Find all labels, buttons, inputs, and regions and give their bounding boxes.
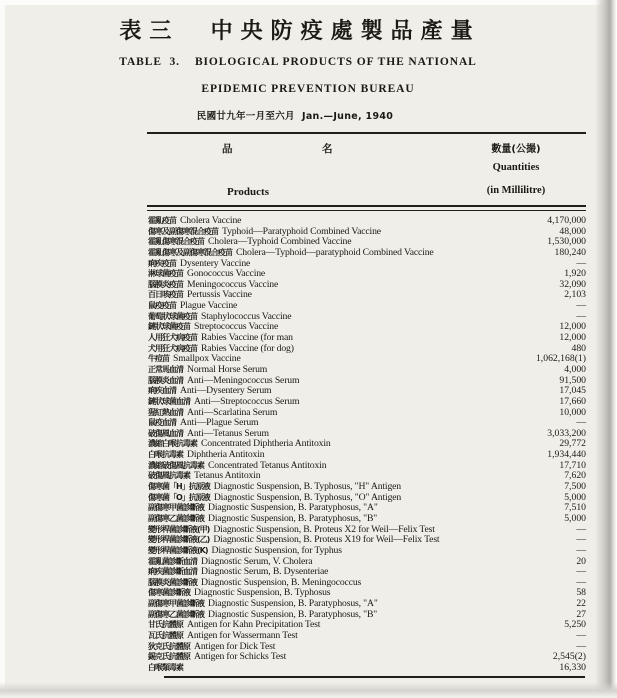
product-name-en: Diagnostic Suspension, for Typhus — [211, 544, 342, 556]
product-name-en: Cholera—Typhoid—paratyphoid Combined Vaccine — [236, 246, 434, 258]
product-name-zh: 甘氏抗體原 — [148, 620, 183, 630]
quantity-value: — — [576, 523, 586, 535]
product-name-en: Diagnostic Suspension, B. Paratyphosus, "B" — [208, 512, 378, 524]
product-name-zh: 正常馬血清 — [148, 364, 183, 374]
product-name-zh: 白喉類毒素 — [148, 662, 183, 672]
product-name-en: Anti—Dysentery Serum — [180, 385, 272, 397]
column-header-name-zh-right: 名 — [322, 143, 333, 155]
product-name-zh: 猩紅熱血清 — [148, 407, 183, 417]
table-row — [148, 546, 586, 557]
product-name-zh: 腦膜炎菌診斷液 — [148, 577, 197, 587]
product-name-zh: 副傷寒乙菌診斷液 — [148, 609, 204, 619]
quantity-value: 5,000 — [564, 491, 586, 503]
product-name-en: Diagnostic Suspension, B. Paratyphosus, "A" — [208, 598, 378, 610]
product-name-en: Dysentery Vaccine — [180, 257, 251, 269]
product-name-zh: 副傷寒甲菌診斷液 — [148, 599, 204, 609]
product-name-zh: 副傷寒甲菌診斷液 — [148, 503, 204, 513]
quantity-value: 7,620 — [564, 470, 586, 482]
product-name-en: Normal Horse Serum — [187, 363, 268, 375]
product-name-zh: 鼠疫血清 — [148, 418, 176, 428]
product-name-zh: 腦膜炎疫苗 — [148, 279, 183, 289]
quantity-value: — — [576, 417, 586, 429]
quantity-value: 1,062,168(1) — [535, 353, 586, 365]
quantity-value: — — [576, 534, 586, 546]
page-title-english-line1: TABLE 3. BIOLOGICAL PRODUCTS OF THE NATIONAL — [119, 56, 477, 68]
product-name-zh: 傷寒菌「O」抗原液 — [148, 492, 210, 502]
product-name-en: Antigen for Wassermann Test — [187, 629, 298, 641]
table-row — [148, 248, 586, 259]
header-double-rule — [147, 205, 586, 211]
quantity-value: — — [576, 640, 586, 652]
quantity-value: 2,103 — [564, 289, 586, 301]
table-row — [148, 514, 586, 525]
product-name-en: Diagnostic Serum, V. Cholera — [201, 555, 313, 567]
product-name-zh: 濃縮白喉抗毒素 — [148, 439, 197, 449]
product-name-zh: 葡萄狀球菌疫苗 — [148, 311, 197, 321]
product-name-en: Diagnostic Suspension, B. Proteus X19 for Weil—Felix Test — [213, 534, 440, 546]
quantity-value: 4,170,000 — [547, 215, 586, 226]
product-name-zh: 副傷寒乙菌診斷液 — [148, 513, 204, 523]
quantity-value: 5,250 — [564, 619, 586, 631]
scan-edge-left — [0, 0, 5, 698]
product-name-en: Diagnostic Suspension, B. Typhosus — [194, 587, 331, 599]
product-name-zh: 人用狂犬病疫苗 — [148, 333, 197, 343]
product-name-en: Rabies Vaccine (for dog) — [201, 342, 294, 354]
product-name-zh: 霍亂傷寒及副傷寒混合疫苗 — [148, 247, 232, 257]
product-name-zh: 狄克氏抗體原 — [148, 641, 190, 651]
quantity-value: — — [576, 257, 586, 269]
product-name-en: Anti—Plague Serum — [180, 417, 259, 429]
product-name-zh: 傷寒及副傷寒混合疫苗 — [148, 226, 218, 236]
product-name-en: Antigen for Dick Test — [194, 640, 276, 652]
quantity-value: 29,772 — [559, 438, 586, 450]
table-row — [148, 652, 586, 663]
quantity-value: 180,240 — [554, 246, 586, 258]
product-name-zh: 錫克氏抗體原 — [148, 652, 190, 662]
bottom-rule — [164, 676, 585, 678]
scan-edge-top — [0, 0, 617, 5]
product-name-en: Anti—Scarlatina Serum — [187, 406, 278, 418]
product-name-en: Anti—Meningococcus Serum — [187, 374, 300, 386]
column-header-quantity-zh: 數量(公撮) — [491, 144, 541, 155]
product-name-zh: 霍亂菌診斷血清 — [148, 556, 197, 566]
product-name-zh: 破傷風抗毒素 — [148, 471, 190, 481]
column-header-unit: (in Millilitre) — [486, 185, 546, 196]
product-name-en: Plague Vaccine — [180, 300, 238, 312]
quantity-value: — — [576, 629, 586, 641]
product-name-en: Streptococcus Vaccine — [194, 321, 279, 333]
table-rows — [148, 216, 586, 674]
product-name-en: Cholera Vaccine — [180, 215, 242, 226]
product-name-zh: 變形桿菌診斷液(甲) — [148, 524, 210, 534]
product-name-zh: 霍亂疫苗 — [148, 216, 176, 225]
quantity-value: — — [576, 544, 586, 556]
product-name-en: Diagnostic Suspension, B. Typhosus, "O" Antigen — [213, 491, 402, 503]
quantity-value: 27 — [576, 608, 586, 620]
product-name-en: Antigen for Schicks Test — [194, 651, 287, 663]
quantity-value: 12,000 — [559, 321, 586, 333]
quantity-value: 7,500 — [564, 481, 586, 493]
table-row — [148, 365, 586, 376]
product-name-zh: 鼠疫疫苗 — [148, 301, 176, 311]
product-name-en: Diagnostic Serum, B. Dysenteriae — [201, 566, 329, 578]
quantity-value: 17,660 — [559, 395, 586, 407]
page-title-english-line2: EPIDEMIC PREVENTION BUREAU — [201, 83, 415, 95]
product-name-en: Diagnostic Suspension, B. Paratyphosus, "B" — [208, 608, 378, 620]
quantity-value: 2,545(2) — [552, 651, 586, 663]
product-name-en: Smallpox Vaccine — [173, 353, 241, 365]
table-row — [148, 663, 586, 674]
product-name-en: Cholera—Typhoid Combined Vaccine — [208, 236, 352, 248]
quantity-value: 91,500 — [559, 374, 586, 386]
quantity-value: 32,090 — [559, 278, 586, 290]
quantity-value: 1,934,440 — [547, 449, 586, 461]
quantity-value: 48,000 — [559, 225, 586, 237]
product-name-en: Rabies Vaccine (for man — [201, 332, 293, 344]
product-name-zh: 變形桿菌診斷液(乙) — [148, 535, 210, 545]
product-name-en: Staphylococcus Vaccine — [201, 310, 292, 322]
product-name-en: Diagnostic Suspension, B. Proteus X2 for Weil—Felix Test — [213, 523, 435, 535]
column-header-name-zh-left: 品 — [222, 143, 233, 155]
quantity-value: 480 — [571, 342, 586, 354]
product-name-zh: 百日咳疫苗 — [148, 290, 183, 300]
top-rule — [147, 132, 586, 134]
product-name-en: Concentrated Tetanus Antitoxin — [208, 459, 327, 471]
product-name-zh: 腦膜炎血清 — [148, 375, 183, 385]
quantity-value: — — [576, 310, 586, 322]
product-name-en: Antigen for Kahn Precipitation Test — [187, 619, 321, 631]
page-title-chinese: 表三 中央防疫處製品產量 — [119, 19, 481, 44]
product-name-en: Typhoid—Paratyphoid Combined Vaccine — [222, 225, 381, 237]
quantity-value: — — [576, 300, 586, 312]
product-name-en: Meningococcus Vaccine — [187, 278, 279, 290]
product-name-en: Tetanus Antitoxin — [194, 470, 261, 482]
quantity-value: 7,510 — [564, 502, 586, 514]
table-row — [148, 397, 586, 408]
product-name-en: Diphtheria Antitoxin — [187, 449, 265, 461]
quantity-value: 22 — [576, 598, 586, 610]
product-name-zh: 痢疾菌診斷血清 — [148, 567, 197, 577]
quantity-value: 17,045 — [559, 385, 586, 397]
product-name-en: Gonococcus Vaccine — [187, 268, 266, 280]
product-name-zh: 鏈狀球菌疫苗 — [148, 322, 190, 332]
product-name-en: Diagnostic Suspension, B. Typhosus, "H" Antigen — [213, 481, 402, 493]
column-header-quantities: Quantities — [492, 162, 540, 173]
quantity-value: 16,330 — [559, 661, 586, 673]
product-name-zh: 破傷風血清 — [148, 428, 183, 438]
product-name-zh: 犬用狂犬病疫苗 — [148, 343, 197, 353]
quantity-value: 58 — [576, 587, 586, 599]
quantity-value: 17,710 — [559, 459, 586, 471]
quantity-value: 3,033,200 — [547, 427, 586, 439]
product-name-en: Diagnostic Suspension, B. Meningococcus — [201, 576, 362, 588]
quantity-value: 1,530,000 — [547, 236, 586, 248]
quantity-value: 12,000 — [559, 332, 586, 344]
column-header-products: Products — [227, 186, 269, 198]
date-range-line: 民國廿九年一月至六月 Jan.—June, 1940 — [196, 111, 394, 122]
quantity-value: 1,920 — [564, 268, 586, 280]
quantity-value: 10,000 — [559, 406, 586, 418]
quantity-value: 20 — [576, 555, 586, 567]
product-name-en: Pertussis Vaccine — [187, 289, 252, 301]
product-name-zh: 白喉抗毒素 — [148, 450, 183, 460]
product-name-en: Anti—Tetanus Serum — [187, 427, 269, 439]
product-name-zh: 瓦氏抗體原 — [148, 630, 183, 640]
product-name-zh: 痢疾疫苗 — [148, 258, 176, 268]
product-name-zh: 濃縮破傷風抗毒素 — [148, 460, 204, 470]
product-name-zh: 淋球菌疫苗 — [148, 269, 183, 279]
scan-edge-shadow-right — [595, 0, 617, 698]
quantity-value: 4,000 — [564, 363, 586, 375]
product-name-zh: 牛痘苗 — [148, 354, 169, 364]
product-name-zh: 傷寒菌「H」抗原液 — [148, 482, 210, 492]
product-name-zh: 鏈狀球菌血清 — [148, 396, 190, 406]
product-name-en: Anti—Streptococcus Serum — [194, 395, 300, 407]
product-name-en: Diagnostic Suspension, B. Paratyphosus, "A" — [208, 502, 378, 514]
scan-edge-shadow-bottom — [0, 682, 617, 698]
product-name-zh: 傷寒菌診斷液 — [148, 588, 190, 598]
product-name-en: Concentrated Diphtheria Antitoxin — [201, 438, 331, 450]
product-name-zh: 變形桿菌診斷液(K) — [148, 545, 208, 555]
quantity-value: 5,000 — [564, 512, 586, 524]
quantity-value: — — [576, 566, 586, 578]
quantity-value: — — [576, 576, 586, 588]
product-name-zh: 霍亂傷寒混合疫苗 — [148, 237, 204, 247]
product-name-zh: 痢疾血清 — [148, 386, 176, 396]
